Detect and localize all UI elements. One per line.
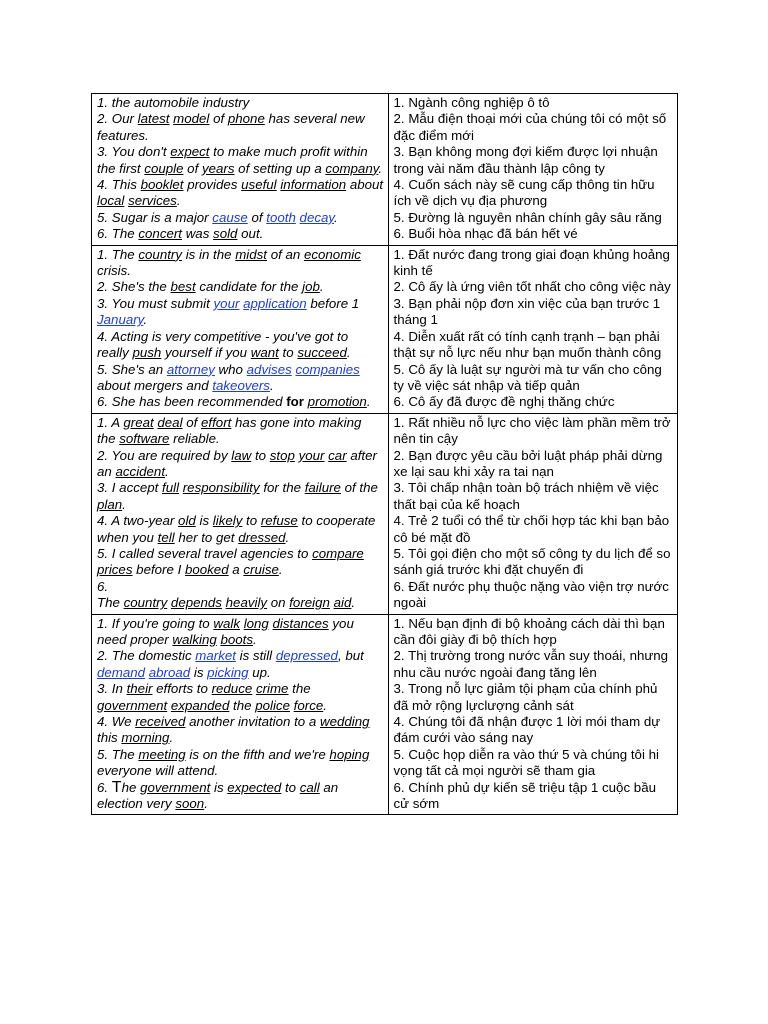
english-sentence xyxy=(97,95,384,111)
text-run: this xyxy=(97,730,122,746)
text-run: . xyxy=(176,193,181,209)
vocabulary-word: your xyxy=(298,447,325,463)
text-run: . xyxy=(351,595,356,611)
vocabulary-word: information xyxy=(280,177,347,193)
linked-word[interactable]: application xyxy=(243,295,307,311)
text-run: . xyxy=(346,345,351,361)
vocabulary-word: morning xyxy=(121,730,170,746)
english-sentence xyxy=(97,681,384,714)
english-sentences-cell xyxy=(92,94,389,246)
english-sentence xyxy=(97,111,384,144)
text-run: 1. If you're going to xyxy=(97,615,214,631)
vocabulary-word: old xyxy=(178,513,196,529)
vocabulary-word: tell xyxy=(157,529,175,545)
text-run: 5. She's an xyxy=(97,361,167,377)
text-run: 3. You must submit xyxy=(97,295,214,311)
linked-word[interactable]: January xyxy=(97,312,144,328)
vocabulary-word: local xyxy=(97,193,125,209)
vocabulary-word: wedding xyxy=(320,714,370,730)
vocabulary-word: aid xyxy=(333,595,352,611)
english-sentence xyxy=(97,329,384,362)
vietnamese-translation: 1. Rất nhiều nỗ lực cho việc làm phần mềm trở nên tin cậy xyxy=(393,414,671,447)
text-run: is on the fifth and we're xyxy=(185,746,330,762)
english-sentence xyxy=(97,247,384,280)
vocabulary-table xyxy=(91,93,678,815)
vocabulary-word: expect xyxy=(170,144,210,160)
text-run: about mergers and xyxy=(97,377,213,393)
text-run: after an xyxy=(97,447,377,479)
text-run: 4. A two-year xyxy=(97,513,179,529)
text-run: he xyxy=(121,779,141,795)
vocabulary-word: push xyxy=(132,345,162,361)
text-run: 1. xyxy=(97,95,112,110)
vietnamese-translation: 2. Thị trường trong nước vẫn suy thoái, nhưng nhu cầu nước ngoài đang tăng lên xyxy=(393,648,669,680)
text-run: 6. xyxy=(97,578,109,594)
text-run: before 1 xyxy=(306,295,360,311)
vocabulary-word: deal xyxy=(157,414,183,430)
text-run: , but xyxy=(337,648,364,664)
linked-word[interactable]: market xyxy=(195,648,236,664)
text-run: yourself if you xyxy=(161,345,251,361)
table-row xyxy=(92,614,678,815)
english-sentence xyxy=(97,415,384,448)
table-row xyxy=(92,245,678,413)
vocabulary-word: soon xyxy=(175,796,205,812)
vocabulary-word: cruise xyxy=(243,562,279,578)
text-run: . xyxy=(143,312,148,328)
linked-word[interactable]: depressed xyxy=(275,648,338,664)
text-run: 6. She has been recommended xyxy=(97,394,287,410)
vocabulary-word: full xyxy=(162,480,180,496)
english-sentence xyxy=(97,480,384,513)
text-run: 4. This xyxy=(97,177,141,193)
linked-word[interactable]: your xyxy=(213,295,240,311)
vocabulary-word: hoping xyxy=(329,746,370,762)
text-run: . xyxy=(269,377,274,393)
text-run: for xyxy=(286,394,304,410)
text-run: is xyxy=(210,779,228,795)
vocabulary-word: booked xyxy=(184,562,229,578)
text-run: another invitation to a xyxy=(185,714,320,730)
vietnamese-translation: 5. Đường là nguyên nhân chính gây sâu răng xyxy=(393,209,662,225)
text-run: 5. The xyxy=(97,746,139,762)
text-run: . xyxy=(169,730,174,746)
vietnamese-translation: 6. Đất nước phụ thuộc nặng vào viện trợ nước ngoài xyxy=(393,578,669,611)
vietnamese-translation: 5. Tôi gọi điện cho một số công ty du lịch để so sánh giá trước khi đặt chuyến đi xyxy=(393,545,671,578)
english-sentence xyxy=(97,579,384,595)
text-run: a xyxy=(228,562,244,578)
vocabulary-word: long xyxy=(243,615,269,631)
vocabulary-word: useful xyxy=(241,177,277,193)
linked-word[interactable]: demand xyxy=(97,664,146,680)
table-row xyxy=(92,94,678,246)
vietnamese-translation: 2. Bạn được yêu cầu bởi luật pháp phải dừng xe lại sau khi xảy ra tai nạn xyxy=(393,447,663,479)
text-run: . xyxy=(253,632,257,647)
text-run: 2. The domestic xyxy=(97,648,196,664)
text-run: 6. The xyxy=(97,226,139,242)
text-run: . xyxy=(204,796,208,812)
vocabulary-word: want xyxy=(250,345,279,361)
vietnamese-translation: 5. Cô ấy là luật sự người mà tư vấn cho công ty về việc sát nhập và tiếp quản xyxy=(393,361,662,393)
text-run: is xyxy=(190,664,208,680)
vocabulary-word: car xyxy=(328,447,347,463)
vocabulary-word: succeed xyxy=(297,345,347,361)
vocabulary-word: heavily xyxy=(225,595,268,611)
vietnamese-translation: 4. Chúng tôi đã nhận được 1 lời mói tham dự đám cưới vào sáng nay xyxy=(393,714,661,746)
text-run: her to get xyxy=(174,529,239,545)
vocabulary-word: best xyxy=(170,279,196,295)
text-run: to xyxy=(251,447,270,463)
text-run: on xyxy=(267,595,290,611)
english-sentence xyxy=(97,296,384,329)
text-run: . xyxy=(165,463,169,479)
text-run: of xyxy=(182,414,202,430)
vietnamese-translation: 4. Diễn xuất rất có tính cạnh trạnh – bạn phải thật sự nỗ lực nếu như bạn muốn thành công xyxy=(393,328,662,361)
english-sentence xyxy=(97,780,384,813)
linked-word[interactable]: companies xyxy=(295,361,360,377)
text-run: . xyxy=(334,209,338,225)
vocabulary-word: country xyxy=(123,595,168,611)
vietnamese-translations-cell xyxy=(388,245,677,413)
vocabulary-word: refuse xyxy=(260,513,298,529)
text-run: to xyxy=(278,345,298,361)
vocabulary-word: couple xyxy=(144,160,184,176)
vocabulary-word: compare xyxy=(312,545,364,561)
text-run: before I xyxy=(132,562,185,578)
vocabulary-word: government xyxy=(140,779,211,795)
english-sentence xyxy=(97,747,384,780)
vietnamese-translations-cell xyxy=(388,413,677,614)
text-run: provides xyxy=(183,177,242,193)
text-run: 1. A xyxy=(97,414,124,430)
text-run: of xyxy=(183,160,202,176)
text-run: you need proper xyxy=(97,615,354,647)
vietnamese-translation: 3. Bạn phải nộp đơn xin việc của bạn trước 1 tháng 1 xyxy=(393,295,661,328)
text-run: 4. Acting is very competitive - you've got to really xyxy=(97,328,349,361)
text-run: . xyxy=(319,279,324,295)
vocabulary-word: accident xyxy=(115,463,166,479)
vocabulary-word: responsibility xyxy=(182,480,260,496)
text-run: to make much profit within the first xyxy=(97,144,368,176)
text-run: . xyxy=(366,394,371,410)
vocabulary-word: phone xyxy=(227,111,265,127)
vietnamese-translation: 2. Cô ấy là ứng viên tốt nhất cho công việc này xyxy=(393,279,671,295)
text-run: The xyxy=(97,595,124,611)
text-run: . xyxy=(122,496,126,512)
text-run: . xyxy=(285,529,290,545)
english-sentence xyxy=(97,210,384,226)
text-run: 5. Sugar is a major xyxy=(97,209,213,225)
vietnamese-translation: 1. Ngành công nghiệp ô tô xyxy=(393,95,550,110)
linked-word[interactable]: cause xyxy=(212,209,248,225)
english-sentence xyxy=(97,448,384,481)
vocabulary-word: latest xyxy=(137,111,170,127)
english-sentence xyxy=(97,513,384,546)
linked-word[interactable]: attorney xyxy=(166,361,215,377)
english-sentence xyxy=(97,546,384,579)
vocabulary-word: received xyxy=(135,714,186,730)
vocabulary-word: stop xyxy=(269,447,295,463)
vocabulary-word: force xyxy=(293,697,324,713)
text-run: the xyxy=(229,697,256,713)
vocabulary-word: company xyxy=(325,160,379,176)
vocabulary-word: economic xyxy=(303,246,361,262)
english-sentence xyxy=(97,226,384,242)
vietnamese-translation: 1. Nếu bạn định đi bộ khoảng cách dài thì bạn cần đôi giày đi bộ thích hợp xyxy=(393,615,665,647)
text-run: . xyxy=(278,562,283,578)
text-run: efforts to xyxy=(152,681,212,697)
text-run: of the xyxy=(340,480,378,496)
english-sentence xyxy=(97,595,384,611)
vocabulary-word: government xyxy=(97,697,168,713)
text-run: 3. I accept xyxy=(97,480,163,496)
english-sentence xyxy=(97,144,384,177)
english-sentence xyxy=(97,362,384,395)
english-sentence xyxy=(97,279,384,295)
vocabulary-word: great xyxy=(123,414,154,430)
text-run: 3. You don't xyxy=(97,144,171,160)
text-run: out. xyxy=(237,226,264,242)
text-run: is xyxy=(195,513,213,529)
vietnamese-translation: 5. Cuộc họp diễn ra vào thứ 5 và chúng tôi hi vọng tất cả mọi người sẽ tham gia xyxy=(393,746,659,779)
text-run: of xyxy=(247,209,267,225)
vocabulary-word: likely xyxy=(212,513,243,529)
text-run: has gone into making the xyxy=(97,414,362,447)
english-sentences-cell xyxy=(92,413,389,614)
vocabulary-word: distances xyxy=(272,615,329,631)
vocabulary-word: services xyxy=(128,193,177,209)
vocabulary-word: effort xyxy=(201,414,232,430)
text-run: to xyxy=(242,513,261,529)
vietnamese-translation: 4. Trẻ 2 tuổi có thể từ chối hợp tác khi bạn bảo cô bé mặt đồ xyxy=(393,513,670,545)
text-run: the automobile industry xyxy=(111,95,250,110)
text-run: 4. We xyxy=(97,714,136,730)
vocabulary-word: walking xyxy=(172,632,217,647)
linked-word[interactable]: tooth xyxy=(266,209,296,225)
linked-word[interactable]: decay xyxy=(299,209,335,225)
linked-word[interactable]: picking xyxy=(207,664,249,680)
text-run: up. xyxy=(248,664,271,680)
vocabulary-word: meeting xyxy=(138,746,186,762)
vocabulary-word: expanded xyxy=(170,697,230,713)
linked-word[interactable]: abroad xyxy=(148,664,191,680)
text-run: everyone will attend. xyxy=(97,763,219,779)
vietnamese-translations-cell xyxy=(388,94,677,246)
vocabulary-word: depends xyxy=(170,595,222,611)
text-run: an election very xyxy=(97,779,339,812)
vietnamese-translation: 3. Tôi chấp nhận toàn bộ trách nhiệm về việc thất bại của kế hoạch xyxy=(393,480,659,512)
text-run: . xyxy=(378,160,383,176)
vocabulary-word: call xyxy=(299,779,320,795)
text-run: who xyxy=(214,361,247,377)
vietnamese-translation: 1. Đất nước đang trong giai đoạn khủng hoảng kinh tế xyxy=(393,246,670,279)
text-run: 2. Our xyxy=(97,111,138,127)
vocabulary-word: booklet xyxy=(140,177,184,193)
text-run: 2. You are required by xyxy=(97,447,232,463)
vocabulary-word: walk xyxy=(213,615,240,631)
vocabulary-word: plan xyxy=(97,496,123,512)
vocabulary-word: sold xyxy=(213,226,238,242)
table-row xyxy=(92,413,678,614)
vocabulary-word: boots xyxy=(220,632,253,647)
vocabulary-word: model xyxy=(173,111,210,127)
text-run: 6. xyxy=(97,779,112,795)
vietnamese-translations-cell xyxy=(388,614,677,815)
english-sentence xyxy=(97,648,384,681)
vocabulary-word: police xyxy=(255,697,290,713)
vocabulary-word: reduce xyxy=(211,681,253,697)
vietnamese-translation: 6. Cô ấy đã được đề nghị thăng chức xyxy=(393,394,615,410)
text-run: has several new features. xyxy=(97,111,365,143)
vocabulary-word: expected xyxy=(227,779,282,795)
vocabulary-word: job xyxy=(302,279,320,295)
text-run: 5. I called several travel agencies to xyxy=(97,545,313,561)
vocabulary-word: years xyxy=(201,160,235,176)
vocabulary-word: concert xyxy=(138,226,182,242)
vocabulary-word: prices xyxy=(97,562,133,578)
vocabulary-word: software xyxy=(119,431,170,447)
text-run: 3. In xyxy=(97,681,127,697)
vocabulary-word: law xyxy=(231,447,252,463)
vietnamese-translation: 3. Trong nỗ lực giảm tội phạm của chính phủ đã mở rộng lựclượng cảnh sát xyxy=(393,681,658,713)
vocabulary-word: their xyxy=(126,681,153,697)
text-run: to cooperate when you xyxy=(97,513,376,545)
vocabulary-word: failure xyxy=(304,480,341,496)
text-run: of setting up a xyxy=(234,160,326,176)
english-sentences-cell xyxy=(92,614,389,815)
text-run: reliable. xyxy=(169,431,220,447)
vocabulary-word: foreign xyxy=(289,595,330,611)
vietnamese-translation: 4. Cuốn sách này sẽ cung cấp thông tin hữu ích về dịch vụ địa phương xyxy=(393,177,655,209)
vietnamese-translation: 6. Buổi hòa nhạc đã bán hết vé xyxy=(393,226,578,242)
vocabulary-word: crime xyxy=(255,681,289,697)
english-sentence xyxy=(97,177,384,210)
vietnamese-translation: 3. Bạn không mong đợi kiếm được lợi nhuận trong vài năm đầu thành lập công ty xyxy=(393,144,658,176)
text-run: 1. The xyxy=(97,246,139,262)
vocabulary-word: midst xyxy=(235,246,267,262)
linked-word[interactable]: takeovers xyxy=(212,377,270,393)
text-run: . xyxy=(323,697,327,713)
text-run: crisis. xyxy=(97,263,131,279)
vocabulary-table-body xyxy=(92,94,678,815)
text-run: T xyxy=(111,778,122,796)
text-run: to xyxy=(281,779,300,795)
vietnamese-translation: 2. Mẫu điện thoại mới của chúng tôi có một số đặc điểm mới xyxy=(393,111,667,143)
vietnamese-translation: 6. Chính phủ dự kiến sẽ triệu tập 1 cuộc bầu cử sớm xyxy=(393,779,656,812)
text-run: is still xyxy=(235,648,276,664)
text-run: is in the xyxy=(182,246,236,262)
text-run: 2. She's the xyxy=(97,279,171,295)
english-sentences-cell xyxy=(92,245,389,413)
vocabulary-word: promotion xyxy=(307,394,367,410)
text-run: about xyxy=(346,177,384,193)
vocabulary-word: country xyxy=(138,246,182,262)
text-run: of xyxy=(209,111,228,127)
vocabulary-word: dressed xyxy=(238,529,286,545)
text-run: the xyxy=(288,681,311,697)
english-sentence xyxy=(97,714,384,747)
english-sentence xyxy=(97,616,384,649)
text-run: candidate for the xyxy=(195,279,303,295)
english-sentence xyxy=(97,394,384,410)
linked-word[interactable]: advises xyxy=(246,361,292,377)
text-run: for the xyxy=(259,480,305,496)
text-run: of an xyxy=(267,246,304,262)
text-run: was xyxy=(182,226,214,242)
